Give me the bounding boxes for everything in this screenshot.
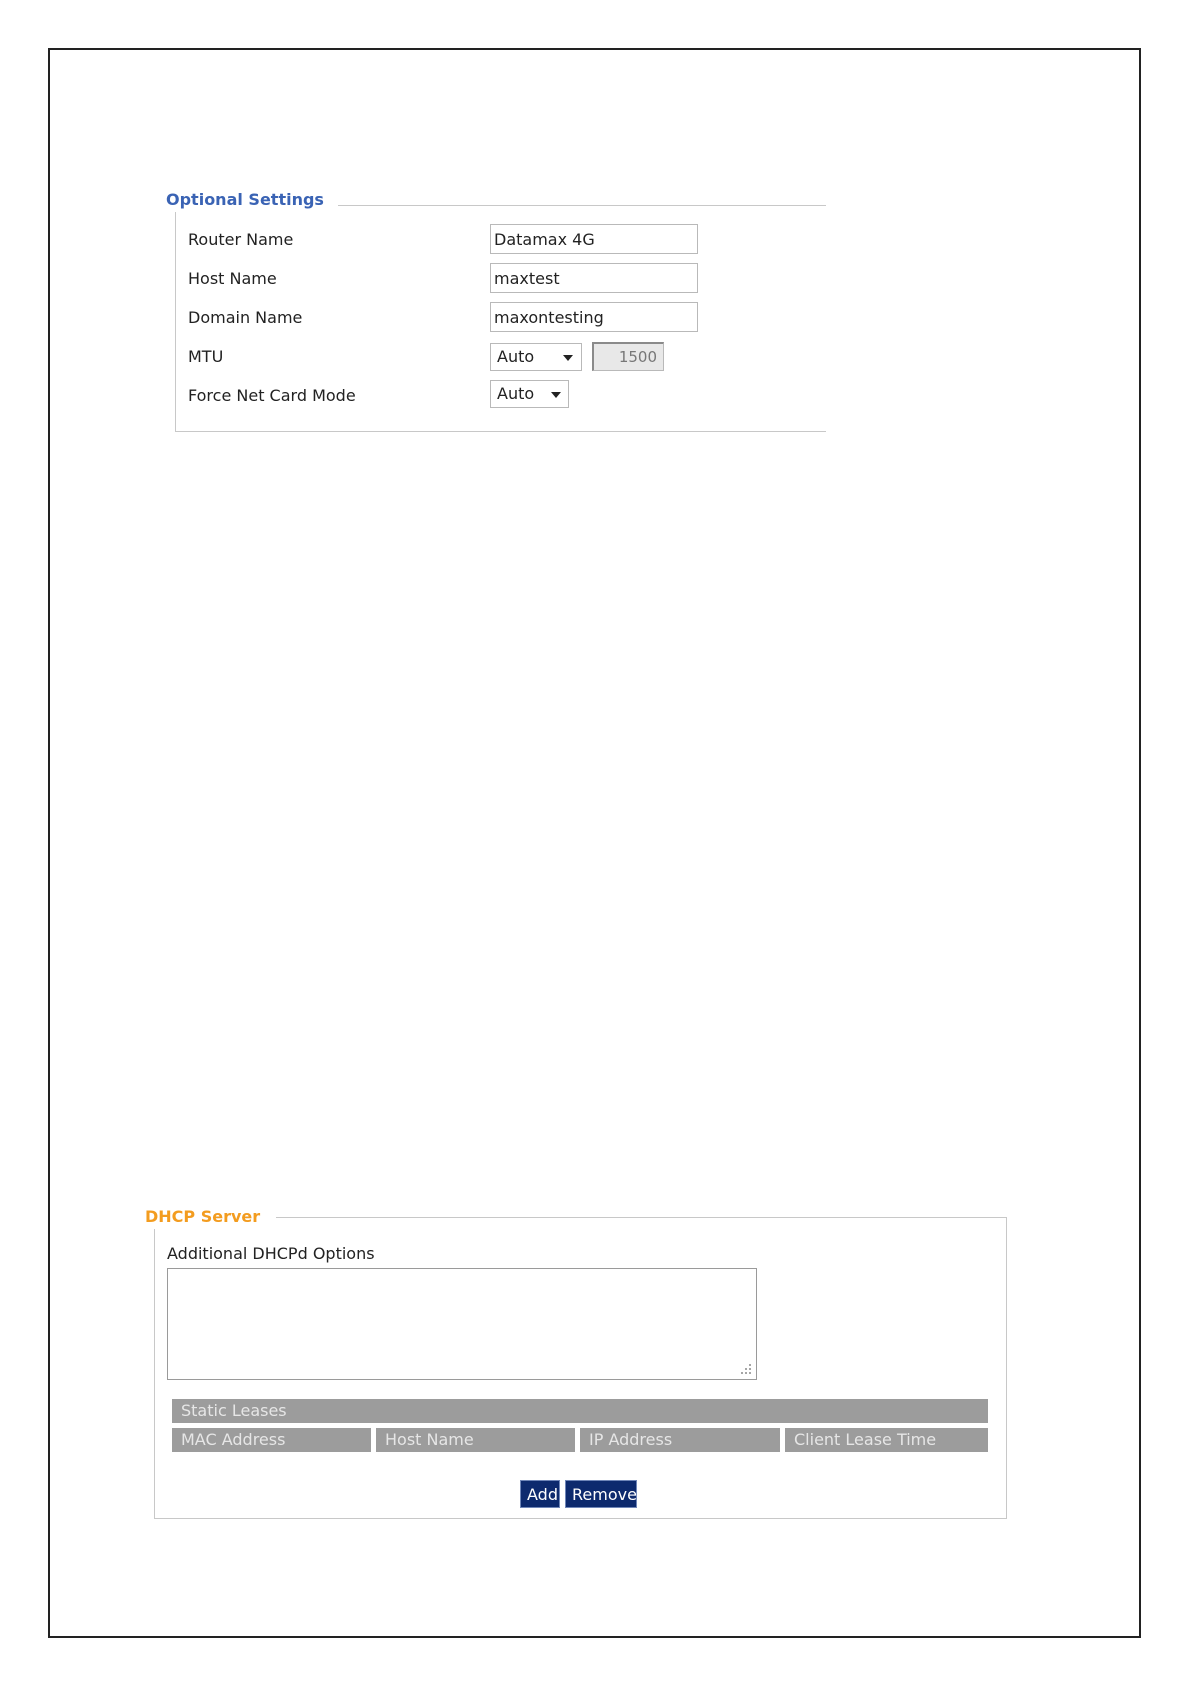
force-net-card-mode-value: Auto — [497, 384, 535, 403]
mtu-label: MTU — [188, 347, 224, 366]
host-name-label: Host Name — [188, 269, 277, 288]
optional-settings-legend: Optional Settings — [166, 190, 324, 209]
chevron-down-icon — [563, 355, 573, 361]
resize-grip-icon[interactable] — [740, 1363, 752, 1375]
additional-dhcpd-options-textarea[interactable] — [167, 1268, 757, 1380]
force-net-card-mode-select[interactable] — [490, 380, 569, 408]
mtu-mode-value: Auto — [497, 347, 535, 366]
domain-name-input[interactable]: maxontesting — [490, 302, 698, 332]
force-net-card-mode-label: Force Net Card Mode — [188, 386, 356, 405]
mtu-mode-select[interactable] — [490, 343, 582, 371]
chevron-down-icon — [551, 392, 561, 398]
add-button[interactable]: Add — [520, 1480, 560, 1508]
router-name-input[interactable]: Datamax 4G — [490, 224, 698, 254]
host-name-input[interactable]: maxtest — [490, 263, 698, 293]
fieldset-border-bottom — [175, 431, 826, 432]
remove-button[interactable]: Remove — [565, 1480, 637, 1508]
additional-dhcpd-options-label: Additional DHCPd Options — [167, 1244, 375, 1263]
static-leases-header: Static Leases — [172, 1399, 988, 1423]
column-header-mac-address: MAC Address — [172, 1428, 371, 1452]
domain-name-label: Domain Name — [188, 308, 303, 327]
column-header-client-lease-time: Client Lease Time — [785, 1428, 988, 1452]
dhcp-server-legend: DHCP Server — [145, 1207, 261, 1226]
mtu-value-input: 1500 — [592, 342, 664, 371]
fieldset-border-top — [338, 205, 826, 206]
router-name-label: Router Name — [188, 230, 294, 249]
column-header-ip-address: IP Address — [580, 1428, 780, 1452]
column-header-host-name: Host Name — [376, 1428, 575, 1452]
fieldset-border-left — [175, 212, 176, 432]
